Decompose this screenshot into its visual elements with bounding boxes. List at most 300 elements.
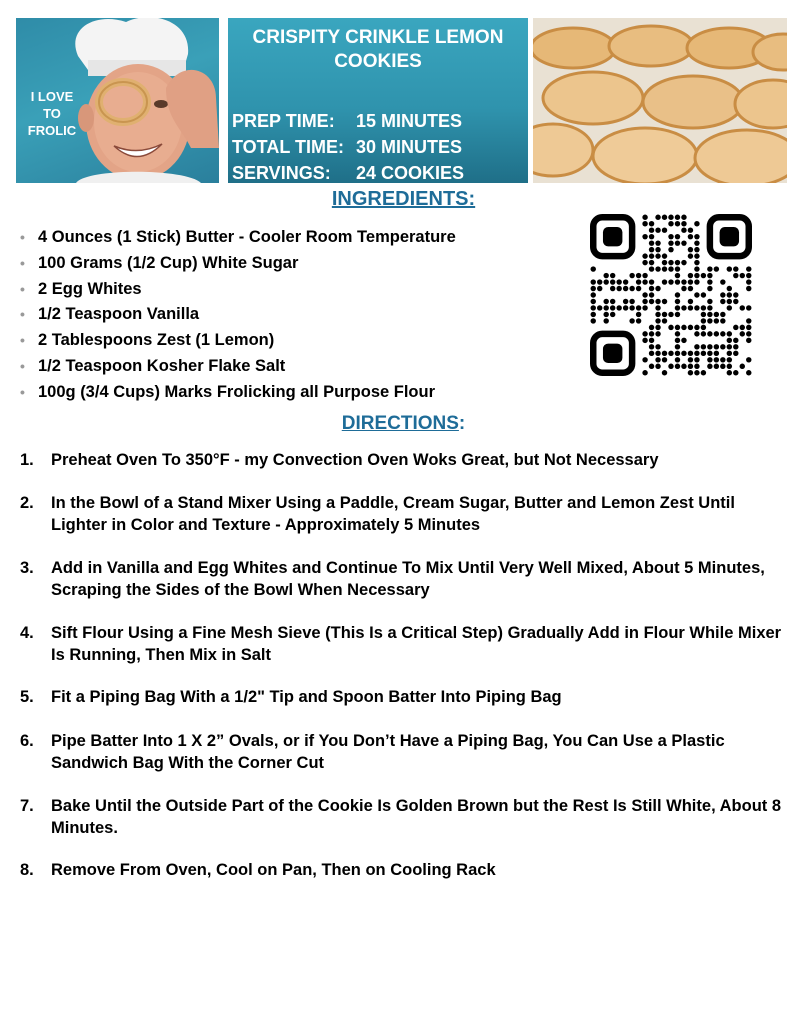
qr-code[interactable] — [590, 214, 752, 378]
qr-module — [733, 338, 738, 343]
qr-module — [668, 325, 673, 330]
qr-module — [707, 286, 712, 291]
ingredient-item: • 2 Egg Whites — [20, 279, 142, 298]
stat-prep-time — [232, 108, 464, 134]
qr-finder-top-left — [593, 217, 632, 256]
qr-module — [675, 364, 680, 369]
qr-module — [688, 247, 693, 252]
qr-module — [727, 286, 732, 291]
qr-module — [675, 299, 680, 304]
qr-module — [668, 240, 673, 245]
bullet-icon: • — [20, 254, 25, 271]
qr-module — [662, 312, 667, 317]
qr-module — [701, 331, 706, 336]
qr-module — [681, 364, 686, 369]
qr-module — [662, 260, 667, 265]
qr-module — [681, 279, 686, 284]
qr-module — [642, 299, 647, 304]
qr-module — [649, 279, 654, 284]
qr-module — [675, 305, 680, 310]
step-number: 5. — [20, 688, 34, 706]
qr-module — [714, 344, 719, 349]
qr-module — [688, 351, 693, 356]
qr-module — [746, 370, 751, 375]
qr-module — [668, 351, 673, 356]
qr-module — [655, 247, 660, 252]
stat-label: PREP TIME: — [232, 111, 335, 131]
step-text: In the Bowl of a Stand Mixer Using a Paddle, Cream Sugar, Butter and Lemon Zest Until Lighter in Color and Texture - Approximately 5 Minutes — [51, 494, 735, 534]
step-number: 2. — [20, 494, 34, 512]
qr-module — [694, 240, 699, 245]
qr-module — [727, 292, 732, 297]
qr-module — [655, 299, 660, 304]
qr-module — [746, 338, 751, 343]
qr-module — [642, 215, 647, 220]
qr-module — [701, 344, 706, 349]
qr-module — [694, 273, 699, 278]
qr-module — [642, 260, 647, 265]
qr-module — [720, 331, 725, 336]
qr-module — [642, 357, 647, 362]
qr-module — [733, 273, 738, 278]
step-text: Fit a Piping Bag With a 1/2" Tip and Spoon Batter Into Piping Bag — [51, 688, 562, 706]
qr-module — [642, 279, 647, 284]
qr-module — [642, 273, 647, 278]
qr-module — [733, 325, 738, 330]
qr-module — [707, 279, 712, 284]
qr-module — [636, 312, 641, 317]
qr-module — [610, 305, 615, 310]
qr-module — [701, 305, 706, 310]
qr-module — [733, 299, 738, 304]
qr-module — [662, 279, 667, 284]
ingredient-item: • 2 Tablespoons Zest (1 Lemon) — [20, 331, 275, 350]
qr-module — [675, 292, 680, 297]
header-banner — [16, 18, 787, 183]
qr-module — [668, 247, 673, 252]
qr-module — [688, 279, 693, 284]
qr-module — [733, 292, 738, 297]
qr-module — [727, 338, 732, 343]
qr-module — [591, 279, 596, 284]
stat-value: 24 COOKIES — [356, 163, 465, 183]
qr-module — [616, 286, 621, 291]
qr-module — [688, 357, 693, 362]
qr-module — [662, 370, 667, 375]
bullet-icon: • — [20, 306, 25, 323]
step-text: Add in Vanilla and Egg Whites and Continue To Mix Until Very Well Mixed, About 5 Minutes, Scraping the Sides of the Bowl When Necessary — [51, 559, 765, 599]
qr-module — [642, 338, 647, 343]
qr-module — [591, 266, 596, 271]
qr-module — [694, 234, 699, 239]
qr-module — [688, 227, 693, 232]
qr-module — [714, 357, 719, 362]
qr-module — [655, 227, 660, 232]
qr-module — [714, 312, 719, 317]
qr-module — [714, 266, 719, 271]
qr-module — [649, 364, 654, 369]
qr-module — [727, 351, 732, 356]
qr-module — [655, 325, 660, 330]
qr-module — [681, 325, 686, 330]
qr-module — [746, 318, 751, 323]
qr-module — [720, 357, 725, 362]
qr-module — [740, 273, 745, 278]
ingredients-heading: INGREDIENTS: — [331, 188, 476, 210]
qr-module — [649, 338, 654, 343]
qr-module — [597, 305, 602, 310]
qr-module — [681, 240, 686, 245]
qr-module — [727, 344, 732, 349]
stat-label: SERVINGS: — [232, 163, 331, 183]
qr-module — [603, 318, 608, 323]
qr-module — [668, 279, 673, 284]
qr-module — [629, 299, 634, 304]
qr-module — [714, 351, 719, 356]
qr-finder-top-right — [710, 217, 749, 256]
ingredient-item: • 100g (3/4 Cups) Marks Frolicking all Purpose Flour — [20, 382, 436, 401]
cookies-photo-panel — [533, 18, 787, 183]
qr-module — [655, 240, 660, 245]
qr-module — [675, 325, 680, 330]
qr-module — [746, 357, 751, 362]
directions-heading-colon: : — [458, 413, 466, 434]
qr-module — [720, 318, 725, 323]
qr-module — [694, 364, 699, 369]
qr-module — [591, 292, 596, 297]
qr-module — [623, 299, 628, 304]
qr-module — [707, 364, 712, 369]
recipe-title-panel — [228, 18, 528, 183]
qr-module — [681, 215, 686, 220]
qr-module — [649, 344, 654, 349]
qr-module — [720, 364, 725, 369]
qr-module — [727, 305, 732, 310]
qr-module — [649, 240, 654, 245]
qr-module — [655, 305, 660, 310]
directions-heading — [0, 413, 807, 435]
qr-module — [649, 227, 654, 232]
qr-module — [642, 370, 647, 375]
qr-module — [629, 305, 634, 310]
qr-module — [707, 305, 712, 310]
qr-module — [694, 221, 699, 226]
qr-module — [740, 364, 745, 369]
qr-module — [623, 286, 628, 291]
qr-module — [688, 234, 693, 239]
qr-module — [733, 351, 738, 356]
qr-module — [649, 299, 654, 304]
qr-module — [649, 351, 654, 356]
qr-module — [649, 260, 654, 265]
qr-module — [649, 292, 654, 297]
qr-module — [616, 279, 621, 284]
qr-module — [720, 344, 725, 349]
love-to-frolic-label: I LOVE TO FROLIC — [27, 89, 77, 138]
qr-module — [707, 331, 712, 336]
qr-module — [675, 260, 680, 265]
qr-module — [629, 273, 634, 278]
qr-module — [688, 273, 693, 278]
qr-module — [746, 286, 751, 291]
qr-module — [649, 247, 654, 252]
qr-module — [727, 299, 732, 304]
qr-module — [591, 312, 596, 317]
qr-module — [655, 351, 660, 356]
qr-module — [675, 221, 680, 226]
step-number: 3. — [20, 559, 34, 577]
qr-module — [636, 273, 641, 278]
qr-module — [668, 364, 673, 369]
qr-module — [675, 234, 680, 239]
qr-module — [668, 260, 673, 265]
qr-module — [603, 305, 608, 310]
bullet-icon: • — [20, 332, 25, 349]
qr-module — [720, 279, 725, 284]
qr-module — [740, 331, 745, 336]
qr-module — [655, 364, 660, 369]
qr-module — [727, 266, 732, 271]
qr-module — [649, 253, 654, 258]
qr-module — [649, 266, 654, 271]
qr-module — [668, 266, 673, 271]
qr-module — [688, 364, 693, 369]
qr-module — [597, 286, 602, 291]
qr-module — [655, 312, 660, 317]
qr-module — [694, 351, 699, 356]
qr-module — [714, 318, 719, 323]
qr-module — [649, 221, 654, 226]
qr-module — [591, 299, 596, 304]
qr-module — [649, 286, 654, 291]
qr-module — [688, 286, 693, 291]
step-text: Remove From Oven, Cool on Pan, Then on Cooling Rack — [51, 861, 496, 879]
qr-module — [636, 318, 641, 323]
ingredient-item: • 4 Ounces (1 Stick) Butter - Cooler Room Temperature — [20, 228, 456, 246]
qr-module — [707, 312, 712, 317]
qr-module — [675, 279, 680, 284]
qr-module — [694, 260, 699, 265]
qr-module — [746, 266, 751, 271]
qr-module — [655, 266, 660, 271]
qr-module — [681, 305, 686, 310]
qr-module — [675, 215, 680, 220]
qr-module — [694, 266, 699, 271]
qr-module — [746, 305, 751, 310]
qr-module — [662, 215, 667, 220]
qr-module — [642, 234, 647, 239]
qr-module — [727, 370, 732, 375]
step-number: 1. — [20, 451, 34, 469]
qr-module — [662, 299, 667, 304]
qr-module — [668, 312, 673, 317]
qr-module — [681, 221, 686, 226]
step-text: Bake Until the Outside Part of the Cookie Is Golden Brown but the Rest Is Still White, About 8 Minutes. — [51, 797, 782, 837]
stat-label: TOTAL TIME: — [232, 137, 344, 157]
qr-module — [662, 227, 667, 232]
qr-module — [707, 357, 712, 362]
qr-module — [681, 260, 686, 265]
qr-module — [655, 253, 660, 258]
qr-module — [597, 279, 602, 284]
ingredients-list — [20, 227, 456, 408]
qr-module — [675, 338, 680, 343]
recipe-title: CRISPITY CRINKLE LEMON COOKIES — [252, 27, 504, 72]
qr-module — [629, 318, 634, 323]
qr-module — [675, 312, 680, 317]
qr-module — [681, 338, 686, 343]
qr-module — [701, 273, 706, 278]
chef-photo-panel — [16, 18, 219, 183]
qr-module — [707, 266, 712, 271]
step-text: Preheat Oven To 350°F - my Convection Oven Woks Great, but Not Necessary — [51, 451, 659, 469]
qr-module — [668, 215, 673, 220]
bullet-icon: • — [20, 383, 25, 400]
stat-value: 15 MINUTES — [356, 111, 463, 131]
qr-module — [694, 357, 699, 362]
step-number: 7. — [20, 797, 34, 815]
qr-module — [694, 292, 699, 297]
qr-module — [662, 351, 667, 356]
qr-module — [746, 273, 751, 278]
qr-module — [701, 318, 706, 323]
bullet-icon: • — [20, 229, 25, 245]
qr-module — [636, 286, 641, 291]
qr-module — [694, 279, 699, 284]
qr-module — [740, 305, 745, 310]
ingredient-item: • 100 Grams (1/2 Cup) White Sugar — [20, 253, 299, 272]
qr-module — [649, 234, 654, 239]
step-number: 4. — [20, 624, 34, 642]
qr-module — [694, 370, 699, 375]
qr-module — [681, 286, 686, 291]
ingredient-item: • 1/2 Teaspoon Kosher Flake Salt — [20, 356, 286, 375]
qr-module — [675, 351, 680, 356]
qr-module — [655, 344, 660, 349]
qr-module — [727, 364, 732, 369]
qr-module — [701, 370, 706, 375]
qr-module — [668, 221, 673, 226]
qr-module — [629, 286, 634, 291]
step-number: 6. — [20, 732, 34, 750]
qr-module — [636, 305, 641, 310]
qr-module — [675, 240, 680, 245]
qr-module — [642, 221, 647, 226]
qr-module — [623, 279, 628, 284]
qr-module — [675, 273, 680, 278]
recipe-stats — [232, 108, 464, 186]
qr-module — [591, 318, 596, 323]
qr-module — [642, 292, 647, 297]
qr-module — [688, 325, 693, 330]
qr-module — [662, 318, 667, 323]
qr-module — [701, 351, 706, 356]
qr-module — [694, 331, 699, 336]
qr-module — [740, 325, 745, 330]
qr-module — [603, 273, 608, 278]
qr-module — [707, 273, 712, 278]
qr-module — [720, 292, 725, 297]
qr-module — [649, 331, 654, 336]
qr-module — [681, 351, 686, 356]
qr-module — [655, 357, 660, 362]
qr-module — [662, 266, 667, 271]
qr-module — [675, 357, 680, 362]
stat-value: 30 MINUTES — [356, 137, 463, 157]
qr-module — [591, 305, 596, 310]
qr-module — [603, 299, 608, 304]
bullet-icon: • — [20, 357, 25, 374]
qr-module — [694, 344, 699, 349]
qr-module — [714, 364, 719, 369]
qr-module — [642, 305, 647, 310]
stat-servings — [232, 160, 464, 186]
qr-module — [720, 312, 725, 317]
qr-module — [610, 286, 615, 291]
qr-module — [720, 299, 725, 304]
qr-module — [688, 370, 693, 375]
qr-module — [694, 247, 699, 252]
qr-module — [610, 299, 615, 304]
step-text: Pipe Batter Into 1 X 2” Ovals, or if You Don’t Have a Piping Bag, You Can Use a Plastic Sandwich Bag With the Corner Cut — [51, 732, 725, 772]
qr-module — [662, 253, 667, 258]
qr-module — [616, 305, 621, 310]
step-number: 8. — [20, 861, 34, 879]
qr-module — [668, 234, 673, 239]
qr-module — [655, 318, 660, 323]
qr-module — [688, 253, 693, 258]
qr-module — [610, 273, 615, 278]
step-text: Sift Flour Using a Fine Mesh Sieve (This Is a Critical Step) Gradually Add in Flour While Mixer Is Running, Then Mix in Salt — [51, 624, 782, 664]
qr-module — [642, 331, 647, 336]
ingredient-item: • 1/2 Teaspoon Vanilla — [20, 305, 200, 324]
qr-module — [610, 279, 615, 284]
qr-module — [649, 325, 654, 330]
qr-module — [636, 279, 641, 284]
qr-module — [733, 266, 738, 271]
qr-module — [681, 227, 686, 232]
qr-module — [688, 299, 693, 304]
qr-module — [707, 318, 712, 323]
directions-heading-text: DIRECTIONS — [341, 413, 459, 434]
qr-module — [707, 351, 712, 356]
stat-total-time — [232, 134, 464, 160]
qr-module — [688, 305, 693, 310]
qr-module — [603, 312, 608, 317]
qr-module — [727, 357, 732, 362]
qr-module — [655, 286, 660, 291]
qr-module — [675, 344, 680, 349]
qr-module — [675, 266, 680, 271]
qr-module — [610, 312, 615, 317]
qr-module — [733, 344, 738, 349]
bullet-icon: • — [20, 280, 25, 297]
qr-module — [701, 325, 706, 330]
qr-module — [733, 370, 738, 375]
cookies-photo — [533, 18, 787, 183]
qr-finder-bottom-left — [593, 334, 632, 373]
qr-module — [675, 331, 680, 336]
qr-module — [694, 253, 699, 258]
qr-module — [701, 312, 706, 317]
qr-module — [714, 331, 719, 336]
qr-module — [694, 325, 699, 330]
qr-module — [623, 305, 628, 310]
qr-module — [662, 357, 667, 362]
qr-module — [707, 299, 712, 304]
qr-module — [701, 292, 706, 297]
qr-module — [655, 331, 660, 336]
